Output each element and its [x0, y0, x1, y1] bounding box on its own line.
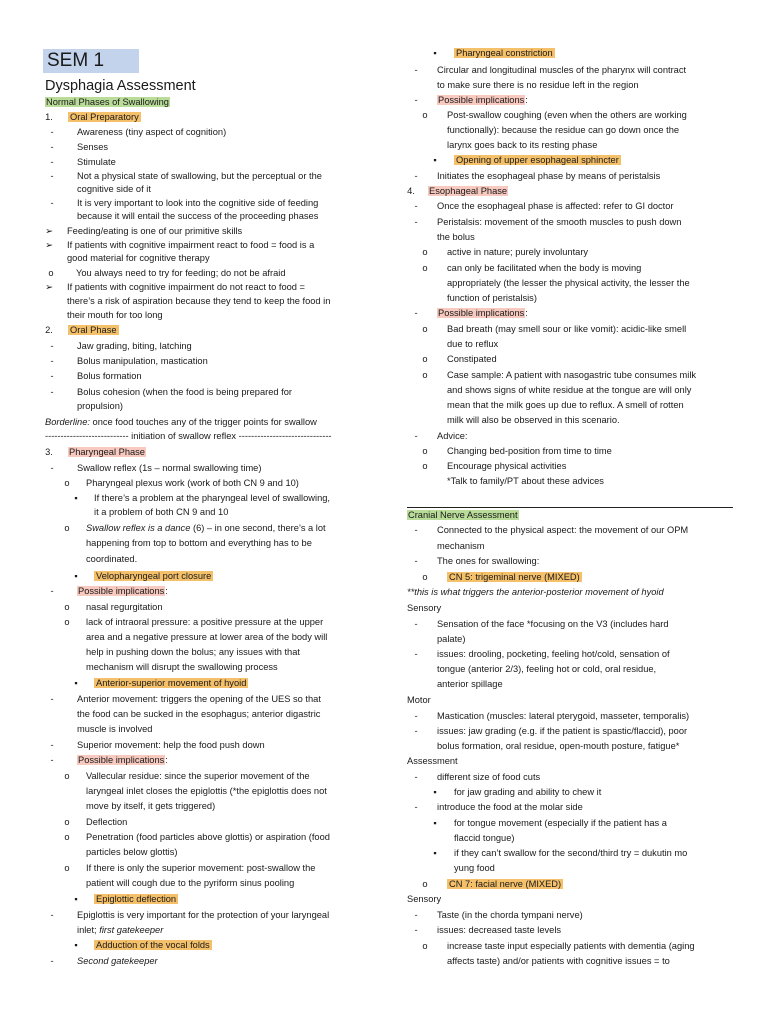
line-text: help in pushing down the bolus; any issues with that — [86, 647, 300, 657]
line-text: *Talk to family/PT about these advices — [447, 476, 604, 486]
line-text: yung food — [454, 863, 495, 873]
line-text: the bolus — [437, 232, 475, 242]
circle-bullet: o — [48, 268, 54, 278]
line-text: it a problem of both CN 9 and 10 — [94, 507, 229, 517]
dash-bullet: - — [414, 925, 418, 935]
line-text: If patients with cognitive impairment react to food = food is a — [67, 240, 315, 250]
line-text: the food can be sucked in the esophagus; anterior digastric — [77, 709, 321, 719]
line-text: Deflection — [86, 817, 128, 827]
line-text: and shows signs of white residue at the tongue are will only — [447, 385, 692, 395]
dash-bullet: - — [50, 171, 54, 181]
page-title: Dysphagia Assessment — [45, 78, 196, 94]
line-text: Bolus manipulation, mastication — [77, 356, 208, 366]
line-text: flaccid tongue) — [454, 833, 515, 843]
line-text-rest: : drooling, pocketing, feeling hot/cold, sensation of — [463, 649, 670, 659]
circle-bullet: o — [422, 247, 428, 257]
line-text: mean that the milk goes up due to reflux. A smell of rotten — [447, 400, 684, 410]
dash-bullet: - — [50, 740, 54, 750]
line-text: You always need to try for feeding; do not be afraid — [76, 268, 286, 278]
line-text: Swallow reflex is a dance — [86, 523, 191, 533]
circle-bullet: o — [422, 110, 428, 120]
dash-bullet: - — [414, 910, 418, 920]
line-text: Circular and longitudinal muscles of the pharynx will contract — [437, 65, 687, 75]
line-text-rest: : help the food push down — [158, 740, 265, 750]
line-text: Case sample: A patient with nasogastric tube consumes milk — [447, 370, 697, 380]
line-text: Feeding/eating is one of our primitive skills — [67, 226, 243, 236]
highlighted-heading: Pharyngeal constriction — [456, 48, 553, 58]
dash-bullet: - — [414, 556, 418, 566]
highlighted-heading: Adduction of the vocal folds — [96, 940, 210, 950]
highlighted-heading: CN 7: facial nerve (MIXED) — [449, 879, 562, 889]
square-bullet-icon: ▪ — [433, 787, 437, 797]
line-text: inlet; — [77, 925, 100, 935]
line-text: Superior movement — [77, 740, 159, 750]
dash-bullet: - — [50, 694, 54, 704]
line-text: cognitive side of it — [77, 184, 151, 194]
line-text: Pharyngeal plexus work (work of both CN 9 and 10) — [86, 478, 299, 488]
line-text: palate) — [437, 634, 466, 644]
line-text-rest: : triggers the opening of the UES so that — [155, 694, 321, 704]
line-text: muscle is involved — [77, 724, 153, 734]
line-text: Swallow reflex (1s – normal swallowing time) — [77, 463, 262, 473]
line-text: if they can’t swallow for the second/third try = dukutin mo — [454, 848, 688, 858]
line-text: for tongue movement (especially if the patient has a — [454, 818, 667, 828]
highlighted-heading: Opening of upper esophageal sphincter — [456, 155, 619, 165]
circle-bullet: o — [422, 461, 428, 471]
circle-bullet: o — [422, 370, 428, 380]
line-text: milk will also be observed in this scenario. — [447, 415, 620, 425]
circle-bullet: o — [64, 602, 70, 612]
line-text: Sensation of the face *focusing on the V3 (includes hard — [437, 619, 669, 629]
line-text: Bad breath (may smell sour or like vomit): acidic-like smell — [447, 324, 687, 334]
circle-bullet: o — [422, 941, 428, 951]
line-text: --------------------------- initiation of swallow reflex ------------------------------ — [45, 431, 332, 441]
arrow-bullet-icon: ➢ — [45, 240, 53, 250]
dash-bullet: - — [50, 356, 54, 366]
line-text: lack of intraoral pressure: a positive pressure at the upper — [86, 617, 324, 627]
line-text: larynx goes back to its resting phase — [447, 140, 598, 150]
line-text: If patients with cognitive impairment do not react to food = — [67, 282, 305, 292]
line-text: Jaw grading, biting, latching — [77, 341, 192, 351]
circle-bullet: o — [64, 523, 70, 533]
square-bullet-icon: ▪ — [433, 818, 437, 828]
line-text: nasal regurgitation — [86, 602, 163, 612]
line-text: to make sure there is no residue left in the region — [437, 80, 639, 90]
line-text: Awareness (tiny aspect of cognition) — [77, 127, 227, 137]
square-bullet-icon: ▪ — [74, 894, 78, 904]
dash-bullet: - — [414, 308, 418, 318]
line-text: issues — [437, 925, 464, 935]
dash-bullet: - — [414, 726, 418, 736]
square-bullet-icon: ▪ — [74, 493, 78, 503]
line-text: Bolus cohesion (when the food is being prepared for — [77, 387, 292, 397]
highlighted-heading: Normal Phases of Swallowing — [46, 97, 169, 107]
line-text: It is very important to look into the cognitive side of feeding — [77, 198, 319, 208]
line-text: issues — [437, 726, 464, 736]
line-text: Sensory — [407, 603, 442, 613]
line-text: due to reflux — [447, 339, 499, 349]
square-bullet-icon: ▪ — [74, 678, 78, 688]
dash-bullet: - — [414, 772, 418, 782]
line-text: Taste (in the chorda tympani nerve) — [437, 910, 583, 920]
line-text: Motor — [407, 695, 431, 705]
highlighted-heading: Esophageal Phase — [429, 186, 508, 196]
circle-bullet: o — [64, 478, 70, 488]
line-text: If there is only the superior movement: post-swallow the — [86, 863, 316, 873]
arrow-bullet-icon: ➢ — [45, 282, 53, 292]
sem-label: SEM 1 — [43, 49, 139, 73]
line-text: happening from top to bottom and everything has to be — [86, 538, 312, 548]
line-text: because it will entail the success of the proceeding phases — [77, 211, 319, 221]
circle-bullet: o — [422, 446, 428, 456]
dash-bullet: - — [414, 201, 418, 211]
line-text: Encourage physical activities — [447, 461, 567, 471]
line-text: issues — [437, 649, 464, 659]
line-text: tongue (anterior 2/3), feeling hot or cold, oral residue, — [437, 664, 657, 674]
square-bullet-icon: ▪ — [433, 848, 437, 858]
line-text: propulsion) — [77, 401, 123, 411]
line-text-rest: : — [165, 755, 168, 765]
line-text: Initiates the esophageal phase by means of peristalsis — [437, 171, 661, 181]
line-text: Constipated — [447, 354, 497, 364]
dash-bullet: - — [414, 525, 418, 535]
highlighted-heading: Anterior-superior movement of hyoid — [96, 678, 247, 688]
dash-bullet: - — [50, 127, 54, 137]
line-text-rest: : — [165, 586, 168, 596]
dash-bullet: - — [414, 95, 418, 105]
line-text: Sensory — [407, 894, 442, 904]
line-text: **this is what triggers the anterior-posterior movement of hyoid — [407, 587, 664, 597]
line-text: Once the esophageal phase is affected: refer to GI doctor — [437, 201, 674, 211]
line-text: can only be facilitated when the body is moving — [447, 263, 642, 273]
line-text: there’s a risk of aspiration because they tend to keep the food in — [67, 296, 331, 306]
square-bullet-icon: ▪ — [74, 940, 78, 950]
line-text: their mouth for too long — [67, 310, 163, 320]
line-text: Anterior movement — [77, 694, 156, 704]
line-text: Mastication (muscles: lateral pterygoid, masseter, temporalis) — [437, 711, 690, 721]
line-text: Not a physical state of swallowing, but the perceptual or the — [77, 171, 322, 181]
dash-bullet: - — [50, 755, 54, 765]
dash-bullet: - — [50, 341, 54, 351]
dash-bullet: - — [50, 463, 54, 473]
list-number: 3. — [45, 447, 53, 457]
line-text: The ones for swallowing: — [437, 556, 540, 566]
dash-bullet: - — [414, 171, 418, 181]
line-text: coordinated. — [86, 554, 138, 564]
line-text: different size of food cuts — [437, 772, 541, 782]
line-text: mechanism — [437, 541, 485, 551]
line-text: move by itself, it gets triggered) — [86, 801, 216, 811]
circle-bullet: o — [422, 572, 428, 582]
line-text-rest: : — [525, 308, 528, 318]
square-bullet-icon: ▪ — [433, 48, 437, 58]
list-number: 1. — [45, 112, 53, 122]
circle-bullet: o — [64, 863, 70, 873]
circle-bullet: o — [422, 263, 428, 273]
dash-bullet: - — [414, 619, 418, 629]
line-text-italic: first gatekeeper — [99, 925, 164, 935]
square-bullet-icon: ▪ — [74, 571, 78, 581]
line-text: Borderline: — [45, 417, 90, 427]
line-text: appropriately (the lesser the physical activity, the lesser the — [447, 278, 690, 288]
square-bullet-icon: ▪ — [433, 155, 437, 165]
circle-bullet: o — [64, 832, 70, 842]
dash-bullet: - — [50, 142, 54, 152]
dash-bullet: - — [50, 371, 54, 381]
line-text: Connected to the physical aspect: the movement of our OPM — [437, 525, 689, 535]
line-text: Bolus formation — [77, 371, 142, 381]
line-text: increase taste input especially patients with dementia (aging — [447, 941, 695, 951]
line-text: Stimulate — [77, 157, 116, 167]
dash-bullet: - — [414, 711, 418, 721]
dash-bullet: - — [50, 157, 54, 167]
line-text: Epiglottis is very important for the protection of your laryngeal — [77, 910, 330, 920]
line-text-rest: : — [525, 95, 528, 105]
line-text: functionally): because the residue can go down once the — [447, 125, 680, 135]
highlighted-heading: Possible implications — [438, 95, 525, 105]
line-text: Senses — [77, 142, 109, 152]
list-number: 4. — [407, 186, 415, 196]
line-text: Changing bed-position from time to time — [447, 446, 612, 456]
highlighted-heading: Epiglottic deflection — [96, 894, 177, 904]
circle-bullet: o — [422, 879, 428, 889]
highlighted-heading: Velopharyngeal port closure — [96, 571, 212, 581]
line-text: particles below glottis) — [86, 847, 178, 857]
line-text: Assessment — [407, 756, 458, 766]
line-text: Penetration (food particles above glottis) or aspiration (food — [86, 832, 330, 842]
circle-bullet: o — [64, 771, 70, 781]
line-text-rest: (6) – in one second, there’s a lot — [190, 523, 326, 533]
line-text-rest: once food touches any of the trigger points for swallow — [89, 417, 317, 427]
line-text: good material for cognitive therapy — [67, 253, 210, 263]
line-text: Post-swallow coughing (even when the others are working — [447, 110, 687, 120]
section-divider — [407, 507, 733, 508]
dash-bullet: - — [50, 198, 54, 208]
highlighted-heading: CN 5: trigeminal nerve (MIXED) — [449, 572, 580, 582]
line-text: anterior spillage — [437, 679, 503, 689]
line-text: patient will cough due to the pyriform sinus pooling — [86, 878, 295, 888]
arrow-bullet-icon: ➢ — [45, 226, 53, 236]
list-number: 2. — [45, 325, 53, 335]
line-text: Peristalsis — [437, 217, 480, 227]
circle-bullet: o — [64, 817, 70, 827]
dash-bullet: - — [50, 387, 54, 397]
dash-bullet: - — [50, 910, 54, 920]
dash-bullet: - — [414, 649, 418, 659]
dash-bullet: - — [414, 217, 418, 227]
circle-bullet: o — [64, 617, 70, 627]
circle-bullet: o — [422, 324, 428, 334]
highlighted-heading: Possible implications — [78, 755, 165, 765]
line-text: laryngeal inlet closes the epiglottis (*the epiglottis does not — [86, 786, 327, 796]
line-text: introduce the food at the molar side — [437, 802, 583, 812]
line-text: affects taste) and/or patients with cognitive issues = to — [447, 956, 670, 966]
line-text: Advice: — [437, 431, 468, 441]
dash-bullet: - — [414, 65, 418, 75]
line-text-rest: : movement of the smooth muscles to push down — [479, 217, 682, 227]
line-text: If there’s a problem at the pharyngeal level of swallowing, — [94, 493, 330, 503]
line-text: Second gatekeeper — [77, 956, 158, 966]
highlighted-heading: Pharyngeal Phase — [69, 447, 145, 457]
dash-bullet: - — [414, 802, 418, 812]
line-text: bolus formation, oral residue, open-mouth posture, fatigue* — [437, 741, 680, 751]
highlighted-heading: Possible implications — [438, 308, 525, 318]
highlighted-heading: Oral Preparatory — [70, 112, 139, 122]
line-text: Vallecular residue: since the superior movement of the — [86, 771, 310, 781]
dash-bullet: - — [50, 586, 54, 596]
line-text: active in nature; purely involuntary — [447, 247, 589, 257]
line-text: for jaw grading and ability to chew it — [454, 787, 602, 797]
line-text-rest: : decreased taste levels — [463, 925, 562, 935]
dash-bullet: - — [414, 431, 418, 441]
line-text-rest: : jaw grading (e.g. if the patient is spastic/flaccid), poor — [463, 726, 688, 736]
line-text: function of peristalsis) — [447, 293, 537, 303]
line-text: mechanism will disrupt the swallowing process — [86, 662, 278, 672]
highlighted-heading: Oral Phase — [70, 325, 117, 335]
highlighted-heading: Possible implications — [78, 586, 165, 596]
highlighted-heading: Cranial Nerve Assessment — [408, 510, 518, 520]
circle-bullet: o — [422, 354, 428, 364]
line-text: area and a negative pressure at lower area of the body will — [86, 632, 328, 642]
dash-bullet: - — [50, 956, 54, 966]
